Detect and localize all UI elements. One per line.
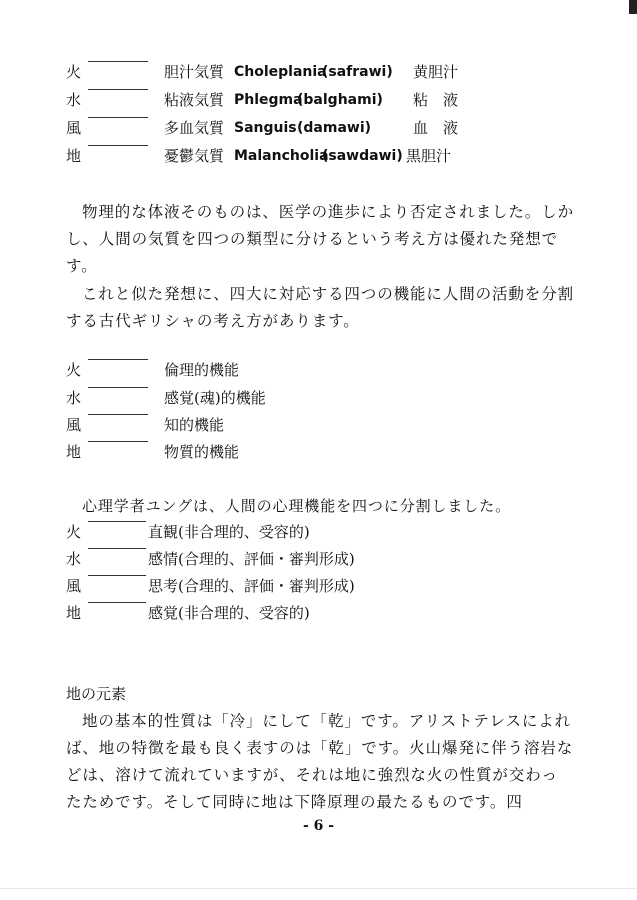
dash-line [88,602,146,603]
dash-line [88,414,148,415]
section-heading: 地の元素 [66,685,127,703]
humor-fluid: 血 液 [413,119,459,137]
element-label: 風 [66,119,82,137]
function-label: 感情(合理的、評価・審判形成) [148,550,355,568]
jung-intro: 心理学者ユングは、人間の心理機能を四つに分割しました。 [82,497,512,515]
corner-mark [629,0,637,14]
humor-arabic: (safrawi) [322,64,393,80]
function-label: 知的機能 [164,416,225,434]
function-label: 感覚(魂)的機能 [164,389,266,407]
function-label: 感覚(非合理的、受容的) [148,604,310,622]
paragraph-greek: これと似た発想に、四大に対応する四つの機能に人間の活動を分割する古代ギリシャの考え方があります。 [66,285,575,330]
scan-edge [0,888,637,889]
element-label: 風 [66,577,82,595]
humor-latin: Malancholia [234,148,329,164]
element-label: 地 [66,147,82,165]
element-label: 水 [66,550,82,568]
humor-arabic: (sawdawi) [322,148,403,164]
element-label: 地 [66,443,82,461]
dash-line [88,145,148,146]
humor-latin: Phlegma [234,92,303,108]
element-label: 水 [66,91,82,109]
humor-fluid: 粘 液 [413,91,459,109]
dash-line [88,575,146,576]
humor-kanji: 憂鬱気質 [164,147,225,165]
element-label: 火 [66,523,82,541]
function-label: 直観(非合理的、受容的) [148,523,310,541]
humor-arabic: (balghami) [297,92,383,108]
element-label: 風 [66,416,82,434]
dash-line [88,61,148,62]
function-label: 倫理的機能 [164,361,240,379]
dash-line [88,521,146,522]
dash-line [88,548,146,549]
humor-latin: Choleplania [234,64,327,80]
dash-line [88,117,148,118]
humor-kanji: 胆汁気質 [164,63,225,81]
dash-line [88,89,148,90]
element-label: 地 [66,604,82,622]
humor-fluid: 黒胆汁 [406,147,452,165]
element-label: 火 [66,361,82,379]
paragraph-humors: 物理的な体液そのものは、医学の進歩により否定されました。しかし、人間の気質を四つの類型に分けるという考え方は優れた発想です。 [66,203,575,275]
element-label: 水 [66,389,82,407]
humor-kanji: 多血気質 [164,119,225,137]
function-label: 物質的機能 [164,443,240,461]
dash-line [88,441,148,442]
dash-line [88,359,148,360]
humor-arabic: (damawi) [297,120,372,136]
element-label: 火 [66,63,82,81]
humor-kanji: 粘液気質 [164,91,225,109]
humor-latin: Sanguis [234,120,297,136]
function-label: 思考(合理的、評価・審判形成) [148,577,355,595]
paragraph-earth: 地の基本的性質は「冷」にして「乾」です。アリストテレスによれば、地の特徴を最も良く表すのは「乾」です。火山爆発に伴う溶岩などは、溶けて流れていますが、それは地に強烈な火の性質が交わったためです。そして同時に地は下降原理の最たるものです。四 [66,712,574,811]
dash-line [88,387,148,388]
page-number: - 6 - [302,818,335,834]
humor-fluid: 黄胆汁 [413,63,459,81]
